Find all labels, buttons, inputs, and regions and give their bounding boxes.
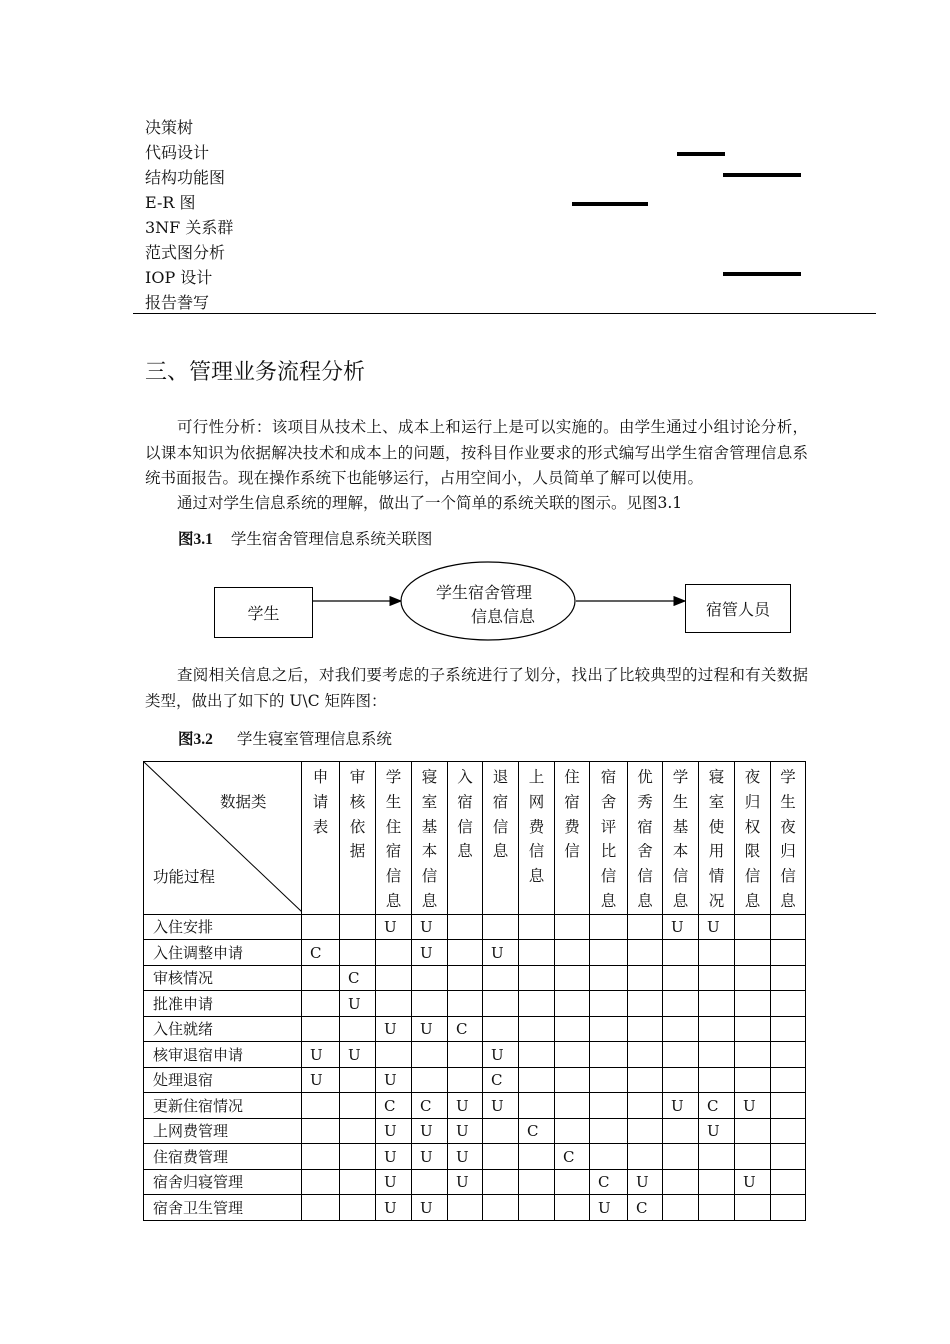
uc-cell: U — [412, 1144, 448, 1170]
uc-cell — [628, 940, 663, 966]
uc-cell — [628, 1118, 663, 1144]
uc-cell — [302, 1016, 340, 1042]
uc-cell: U — [699, 1118, 735, 1144]
uc-cell — [448, 1067, 483, 1093]
uc-cell — [663, 965, 699, 991]
uc-cell: U — [302, 1042, 340, 1068]
uc-cell — [590, 1144, 628, 1170]
uc-cell — [302, 965, 340, 991]
uc-matrix-row — [144, 991, 806, 1017]
uc-cell — [663, 1195, 699, 1221]
uc-cell: C — [628, 1195, 663, 1221]
uc-corner-data-class: 数据类 — [220, 793, 267, 811]
uc-cell: U — [376, 1067, 412, 1093]
uc-cell — [699, 1042, 735, 1068]
uc-column-header — [555, 762, 590, 915]
uc-cell — [590, 1118, 628, 1144]
uc-column-header-label: 上网费信息 — [528, 768, 545, 886]
uc-cell — [448, 914, 483, 940]
uc-cell — [699, 1067, 735, 1093]
uc-cell — [555, 914, 590, 940]
uc-cell: U — [340, 1042, 376, 1068]
uc-cell — [340, 1016, 376, 1042]
uc-cell — [590, 1016, 628, 1042]
uc-column-header — [735, 762, 771, 915]
uc-column-header-label: 审核依据 — [349, 768, 366, 861]
uc-cell — [302, 1093, 340, 1119]
system-process-label-2: 信息信息 — [471, 607, 536, 626]
uc-cell: C — [340, 965, 376, 991]
uc-cell — [771, 1144, 806, 1170]
uc-cell: U — [376, 914, 412, 940]
uc-cell — [555, 1042, 590, 1068]
uc-cell: C — [412, 1093, 448, 1119]
uc-cell — [519, 1169, 555, 1195]
uc-cell — [735, 914, 771, 940]
uc-cell: U — [483, 1093, 519, 1119]
uc-cell: U — [448, 1144, 483, 1170]
uc-cell — [771, 1195, 806, 1221]
uc-cell — [663, 940, 699, 966]
uc-cell — [699, 965, 735, 991]
uc-cell — [590, 914, 628, 940]
uc-cell — [555, 1169, 590, 1195]
uc-cell — [699, 940, 735, 966]
uc-cell: U — [412, 1016, 448, 1042]
uc-cell — [376, 940, 412, 966]
uc-header-row — [144, 762, 806, 915]
uc-cell — [519, 1093, 555, 1119]
uc-cell — [628, 991, 663, 1017]
uc-column-header — [412, 762, 448, 915]
uc-cell: U — [376, 1144, 412, 1170]
uc-cell: C — [483, 1067, 519, 1093]
gantt-task-label: 报告誊写 — [145, 293, 210, 312]
uc-column-header-label: 优秀宿舍信息 — [637, 768, 653, 910]
uc-cell: U — [483, 940, 519, 966]
gantt-task-label: 3NF 关系群 — [145, 218, 234, 237]
uc-process-name: 处理退宿 — [144, 1067, 302, 1093]
figure-title: 学生宿舍管理信息系统关联图 — [230, 530, 433, 548]
uc-cell — [699, 991, 735, 1017]
uc-cell — [771, 1042, 806, 1068]
uc-cell — [302, 1144, 340, 1170]
corner-diagonal — [144, 762, 302, 912]
uc-cell: U — [376, 1169, 412, 1195]
uc-cell: U — [590, 1195, 628, 1221]
uc-cell — [340, 1118, 376, 1144]
uc-cell — [735, 1042, 771, 1068]
uc-cell — [376, 1042, 412, 1068]
uc-cell: U — [735, 1169, 771, 1195]
uc-cell: C — [448, 1016, 483, 1042]
uc-cell — [735, 940, 771, 966]
uc-cell — [483, 1144, 519, 1170]
gantt-task-label: E-R 图 — [145, 193, 196, 212]
gantt-task-label: 代码设计 — [145, 143, 210, 162]
uc-cell — [340, 1067, 376, 1093]
intro-paragraph: 通过对学生信息系统的理解，做出了一个简单的系统关联的图示。见图3.1 — [177, 494, 683, 512]
uc-process-name: 批准申请 — [144, 991, 302, 1017]
uc-cell: C — [376, 1093, 412, 1119]
uc-cell — [340, 1144, 376, 1170]
uc-column-header — [699, 762, 735, 915]
uc-cell: U — [412, 914, 448, 940]
uc-cell — [771, 914, 806, 940]
uc-column-header — [302, 762, 340, 915]
uc-cell: C — [699, 1093, 735, 1119]
uc-cell — [555, 1093, 590, 1119]
figure-caption — [178, 729, 392, 750]
uc-cell: C — [519, 1118, 555, 1144]
uc-cell — [376, 991, 412, 1017]
uc-cell — [663, 1042, 699, 1068]
uc-cell — [735, 1067, 771, 1093]
uc-process-name: 入住就绪 — [144, 1016, 302, 1042]
uc-cell — [771, 991, 806, 1017]
uc-cell: U — [448, 1118, 483, 1144]
uc-cell: U — [412, 1118, 448, 1144]
uc-process-name: 核审退宿申请 — [144, 1042, 302, 1068]
uc-cell — [590, 940, 628, 966]
uc-cell — [663, 1067, 699, 1093]
uc-cell: U — [448, 1169, 483, 1195]
uc-matrix-row — [144, 914, 806, 940]
uc-cell — [519, 991, 555, 1017]
uc-process-name: 审核情况 — [144, 965, 302, 991]
figure-number: 图3.2 — [178, 731, 213, 748]
uc-cell — [519, 1042, 555, 1068]
uc-cell — [412, 1042, 448, 1068]
uc-cell — [555, 1016, 590, 1042]
uc-column-header-label: 学生住宿信息 — [385, 768, 402, 910]
uc-cell — [483, 965, 519, 991]
uc-cell — [448, 940, 483, 966]
feasibility-paragraph: 可行性分析：该项目从技术上、成本上和运行上是可以实施的。由学生通过小组讨论分析，以课本知识为依据解决技术和成本上的问题，按科目作业要求的形式编写出学生宿舍管理信息系统书面报告。现在操作系统下也能够运行，占用空间小，人员简单了解可以使用。 — [145, 418, 808, 487]
uc-column-header — [519, 762, 555, 915]
uc-cell — [771, 965, 806, 991]
uc-cell: U — [376, 1195, 412, 1221]
gantt-task-label: 范式图分析 — [145, 243, 226, 262]
uc-cell — [412, 1067, 448, 1093]
uc-cell — [340, 1195, 376, 1221]
uc-process-name: 上网费管理 — [144, 1118, 302, 1144]
uc-cell — [519, 965, 555, 991]
uc-cell — [663, 991, 699, 1017]
uc-cell — [771, 940, 806, 966]
gantt-task-label: 决策树 — [145, 118, 194, 137]
uc-intro-paragraph: 查阅相关信息之后，对我们要考虑的子系统进行了划分，找出了比较典型的过程和有关数据类型，做出了如下的 U\C 矩阵图： — [145, 666, 808, 710]
uc-cell: U — [412, 940, 448, 966]
uc-cell — [448, 1042, 483, 1068]
gantt-task-label: 结构功能图 — [145, 168, 226, 187]
section-title: 三、管理业务流程分析 — [145, 360, 366, 385]
uc-cell — [483, 1118, 519, 1144]
uc-cell — [590, 991, 628, 1017]
uc-cell — [663, 1016, 699, 1042]
uc-cell — [628, 965, 663, 991]
uc-cell: C — [302, 940, 340, 966]
uc-column-header — [340, 762, 376, 915]
uc-cell — [448, 1195, 483, 1221]
uc-cell — [340, 1169, 376, 1195]
uc-process-name: 宿舍卫生管理 — [144, 1195, 302, 1221]
uc-cell: U — [628, 1169, 663, 1195]
uc-matrix-row — [144, 965, 806, 991]
dorm-staff-entity-box — [685, 584, 791, 633]
uc-cell — [519, 1195, 555, 1221]
uc-cell — [340, 914, 376, 940]
uc-cell — [519, 1144, 555, 1170]
uc-column-header-label: 入宿信息 — [457, 768, 473, 861]
uc-matrix-row — [144, 1016, 806, 1042]
uc-cell: U — [302, 1067, 340, 1093]
uc-process-name: 宿舍归寝管理 — [144, 1169, 302, 1195]
uc-cell — [376, 965, 412, 991]
uc-cell — [412, 991, 448, 1017]
uc-cell — [735, 1195, 771, 1221]
uc-matrix-row — [144, 1195, 806, 1221]
gantt-task-label: IOP 设计 — [145, 268, 213, 287]
uc-cell — [771, 1093, 806, 1119]
uc-column-header — [483, 762, 519, 915]
uc-cell — [590, 1067, 628, 1093]
uc-cell — [448, 991, 483, 1017]
uc-cell — [628, 1144, 663, 1170]
uc-cell — [771, 1118, 806, 1144]
uc-cell — [519, 1016, 555, 1042]
uc-column-header-label: 寝室使用情况 — [708, 768, 725, 910]
uc-cell — [412, 965, 448, 991]
uc-cell — [302, 914, 340, 940]
uc-cell — [555, 965, 590, 991]
uc-matrix-row — [144, 1144, 806, 1170]
uc-cell — [448, 965, 483, 991]
uc-cell — [699, 1195, 735, 1221]
uc-process-name: 入住调整申请 — [144, 940, 302, 966]
student-entity-label: 学生 — [247, 604, 280, 623]
uc-cell — [519, 914, 555, 940]
system-process-label-1: 学生宿舍管理 — [436, 583, 533, 602]
uc-column-header-label: 学生基本信息 — [672, 768, 689, 910]
uc-cell — [699, 1144, 735, 1170]
dorm-staff-entity-label: 宿管人员 — [705, 600, 770, 619]
uc-cell: C — [555, 1144, 590, 1170]
uc-column-header — [376, 762, 412, 915]
uc-cell — [483, 1195, 519, 1221]
uc-cell — [628, 914, 663, 940]
uc-cell — [735, 1144, 771, 1170]
figure-title: 学生寝室管理信息系统 — [236, 730, 392, 748]
uc-cell — [340, 1093, 376, 1119]
uc-column-header-label: 申请表 — [312, 768, 329, 836]
uc-column-header-label: 寝室基本信息 — [421, 768, 438, 910]
uc-cell: U — [699, 914, 735, 940]
uc-cell — [519, 1067, 555, 1093]
uc-cell — [412, 1169, 448, 1195]
uc-cell: U — [448, 1093, 483, 1119]
uc-matrix-table — [143, 761, 806, 1221]
uc-cell — [555, 1067, 590, 1093]
uc-cell: U — [735, 1093, 771, 1119]
uc-corner-cell — [144, 762, 302, 915]
uc-cell — [483, 991, 519, 1017]
uc-cell: U — [663, 914, 699, 940]
uc-corner-process: 功能过程 — [153, 868, 216, 886]
uc-matrix-row — [144, 1169, 806, 1195]
uc-column-header — [771, 762, 806, 915]
uc-cell: U — [483, 1042, 519, 1068]
uc-cell — [735, 1118, 771, 1144]
uc-cell — [628, 1016, 663, 1042]
uc-cell — [302, 1118, 340, 1144]
uc-cell: U — [376, 1118, 412, 1144]
uc-matrix-row — [144, 1093, 806, 1119]
uc-column-header-label: 宿舍评比信息 — [600, 768, 617, 910]
uc-cell — [302, 991, 340, 1017]
uc-cell — [590, 965, 628, 991]
figure-number: 图3.1 — [178, 531, 213, 548]
uc-cell — [663, 1118, 699, 1144]
uc-matrix-row — [144, 940, 806, 966]
uc-process-name: 住宿费管理 — [144, 1144, 302, 1170]
uc-matrix-row — [144, 1067, 806, 1093]
uc-cell — [590, 1042, 628, 1068]
uc-cell — [519, 940, 555, 966]
uc-cell — [483, 1016, 519, 1042]
uc-cell — [483, 914, 519, 940]
uc-cell — [555, 940, 590, 966]
uc-cell — [302, 1169, 340, 1195]
uc-cell — [555, 1118, 590, 1144]
uc-cell — [771, 1169, 806, 1195]
uc-cell: U — [340, 991, 376, 1017]
uc-column-header-label: 住宿费信 — [564, 768, 580, 861]
uc-cell: U — [376, 1016, 412, 1042]
uc-cell: U — [412, 1195, 448, 1221]
uc-cell — [590, 1093, 628, 1119]
uc-cell: U — [663, 1093, 699, 1119]
uc-process-name: 入住安排 — [144, 914, 302, 940]
uc-cell — [735, 965, 771, 991]
uc-cell — [735, 1016, 771, 1042]
uc-cell — [771, 1016, 806, 1042]
uc-column-header — [590, 762, 628, 915]
uc-cell — [555, 991, 590, 1017]
uc-process-name: 更新住宿情况 — [144, 1093, 302, 1119]
uc-cell — [628, 1067, 663, 1093]
uc-cell — [735, 991, 771, 1017]
uc-cell — [663, 1169, 699, 1195]
uc-cell — [628, 1093, 663, 1119]
uc-matrix-row — [144, 1042, 806, 1068]
uc-cell — [628, 1042, 663, 1068]
uc-cell — [771, 1067, 806, 1093]
uc-column-header-label: 退宿信息 — [492, 768, 509, 861]
uc-matrix-row — [144, 1118, 806, 1144]
uc-cell: C — [590, 1169, 628, 1195]
uc-column-header-label: 夜归权限信息 — [744, 768, 761, 910]
uc-column-header — [663, 762, 699, 915]
uc-cell — [340, 940, 376, 966]
uc-column-header-label: 学生夜归信息 — [780, 768, 796, 910]
uc-cell — [699, 1016, 735, 1042]
uc-column-header — [628, 762, 663, 915]
uc-cell — [663, 1144, 699, 1170]
uc-cell — [699, 1169, 735, 1195]
uc-cell — [555, 1195, 590, 1221]
uc-column-header — [448, 762, 483, 915]
uc-cell — [483, 1169, 519, 1195]
uc-cell — [302, 1195, 340, 1221]
